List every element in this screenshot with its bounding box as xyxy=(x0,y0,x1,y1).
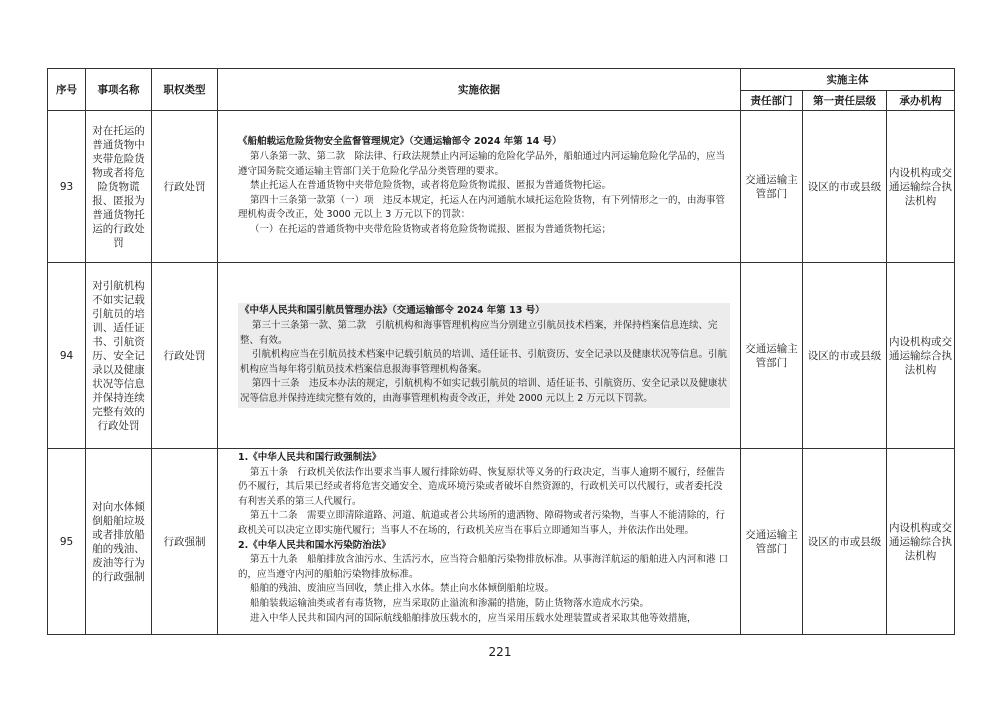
basis-paragraph: 第五十条 行政机关依法作出要求当事人履行排除妨碍、恢复原状等义务的行政决定，当事人逾期不履行，经催告仍不履行，其后果已经或者将危害交通安全、造成环境污染或者破坏自然资源的，行政机关可以代履行，或者委托没有利害关系的第三人代履行。 xyxy=(238,466,726,507)
row-seq: 93 xyxy=(48,111,86,263)
row-power-type: 行政强制 xyxy=(152,449,218,635)
basis-paragraph: 第五十二条 需要立即清除道路、河道、航道或者公共场所的遗洒物、障碍物或者污染物，当事人不能清除的，行政机关可以决定立即实施代履行；当事人不在场的，行政机关应当在事后立即通知当事人，并依法作出处理。 xyxy=(238,510,726,536)
row-power-type: 行政处罚 xyxy=(152,111,218,263)
page-number: 221 xyxy=(488,645,512,659)
header-seq: 序号 xyxy=(48,69,86,111)
basis-title: 《船舶载运危险货物安全监督管理规定》（交通运输部令 2024 年第 14 号） xyxy=(238,136,562,148)
enforcement-table xyxy=(47,68,955,635)
row-org: 内设机构或交通运输综合执法机构 xyxy=(887,263,955,449)
row-dept: 交通运输主管部门 xyxy=(741,449,803,635)
basis-paragraph: 第五十九条 船舶排放含油污水、生活污水，应当符合船舶污染物排放标准。从事海洋航运的船舶进入内河和港 口的，应当遵守内河的船舶污染物排放标准。 xyxy=(238,554,729,580)
row-seq: 94 xyxy=(48,263,86,449)
header-power-type: 职权类型 xyxy=(152,69,218,111)
table-row xyxy=(48,263,955,449)
basis-paragraph: 第三十三条第一款、第二款 引航机构和海事管理机构应当分别建立引航员技术档案，并保持档案信息连续、完整、有效。 xyxy=(240,320,718,346)
row-seq: 95 xyxy=(48,449,86,635)
row-basis xyxy=(218,263,741,449)
row-dept: 交通运输主管部门 xyxy=(741,111,803,263)
row-item-name: 对引航机构不如实记载引航员的培训、适任证书、引航资历、安全记录以及健康状况等信息并保持连续完整有效的行政处罚 xyxy=(86,263,152,449)
table-row xyxy=(48,111,955,263)
row-item-name: 对在托运的普通货物中夹带危险货物或者将危险货物谎报、匿报为普通货物托运的行政处罚 xyxy=(86,111,152,263)
basis-paragraph: 船舶的残油、废油应当回收，禁止排入水体。禁止向水体倾倒船舶垃圾。 xyxy=(250,583,555,595)
row-level: 设区的市或县级 xyxy=(803,449,887,635)
basis-title: 《中华人民共和国引航员管理办法》（交通运输部令 2024 年第 13 号） xyxy=(240,305,545,317)
basis-paragraph: 第八条第一款、第二款 除法律、行政法规禁止内河运输的危险化学品外，船舶通过内河运输危险化学品的，应当遵守国务院交通运输主管部门关于危险化学品分类管理的要求。 xyxy=(238,151,726,177)
row-level: 设区的市或县级 xyxy=(803,111,887,263)
basis-paragraph: 船舶装载运输油类或者有毒货物，应当采取防止溢流和渗漏的措施，防止货物落水造成水污染。 xyxy=(250,597,650,609)
basis-shaded-block xyxy=(238,303,730,407)
basis-paragraph: 禁止托运人在普通货物中夹带危险货物，或者将危险货物谎报、匿报为普通货物托运。 xyxy=(250,180,612,192)
row-basis xyxy=(218,111,741,263)
basis-paragraph: 引航机构应当在引航员技术档案中记载引航员的培训、适任证书、引航资历、安全记录以及健康状况等信息。引航机构应当每年将引航员技术档案信息报海事管理机构备案。 xyxy=(240,349,728,375)
row-basis xyxy=(218,449,741,635)
header-dept: 责任部门 xyxy=(741,91,803,111)
row-org: 内设机构或交通运输综合执法机构 xyxy=(887,449,955,635)
row-power-type: 行政处罚 xyxy=(152,263,218,449)
row-org: 内设机构或交通运输综合执法机构 xyxy=(887,111,955,263)
header-org: 承办机构 xyxy=(887,91,955,111)
basis-paragraph: （一）在托运的普通货物中夹带危险货物或者将危险货物谎报、匿报为普通货物托运； xyxy=(250,223,612,235)
header-basis: 实施依据 xyxy=(218,69,741,111)
row-level: 设区的市或县级 xyxy=(803,263,887,449)
header-item-name: 事项名称 xyxy=(86,69,152,111)
basis-title: 1.《中华人民共和国行政强制法》 xyxy=(238,452,382,463)
basis-paragraph: 进入中华人民共和国内河的国际航线船舶排放压载水的，应当采用压载水处理装置或者采取其他等效措施， xyxy=(250,612,697,624)
header-subject: 实施主体 xyxy=(741,69,955,91)
table-row xyxy=(48,449,955,635)
header-level: 第一责任层级 xyxy=(803,91,887,111)
basis-title: 2.《中华人民共和国水污染防治法》 xyxy=(238,539,391,551)
row-item-name: 对向水体倾倒船舶垃圾或者排放船舶的残油、废油等行为的行政强制 xyxy=(86,449,152,635)
basis-paragraph: 第四十三条第一款第（一）项 违反本规定，托运人在内河通航水域托运危险货物，有下列情形之一的，由海事管理机构责令改正，处 3000 元以上 3 万元以下的罚款： xyxy=(238,194,726,221)
row-dept: 交通运输主管部门 xyxy=(741,263,803,449)
basis-paragraph: 第四十三条 违反本办法的规定，引航机构不如实记载引航员的培训、适任证书、引航资历、安全记录以及健康状况等信息并保持连续完整有效的，由海事管理机构责令改正，并处 2000 元以上 2 万元以下罚款。 xyxy=(240,378,728,404)
